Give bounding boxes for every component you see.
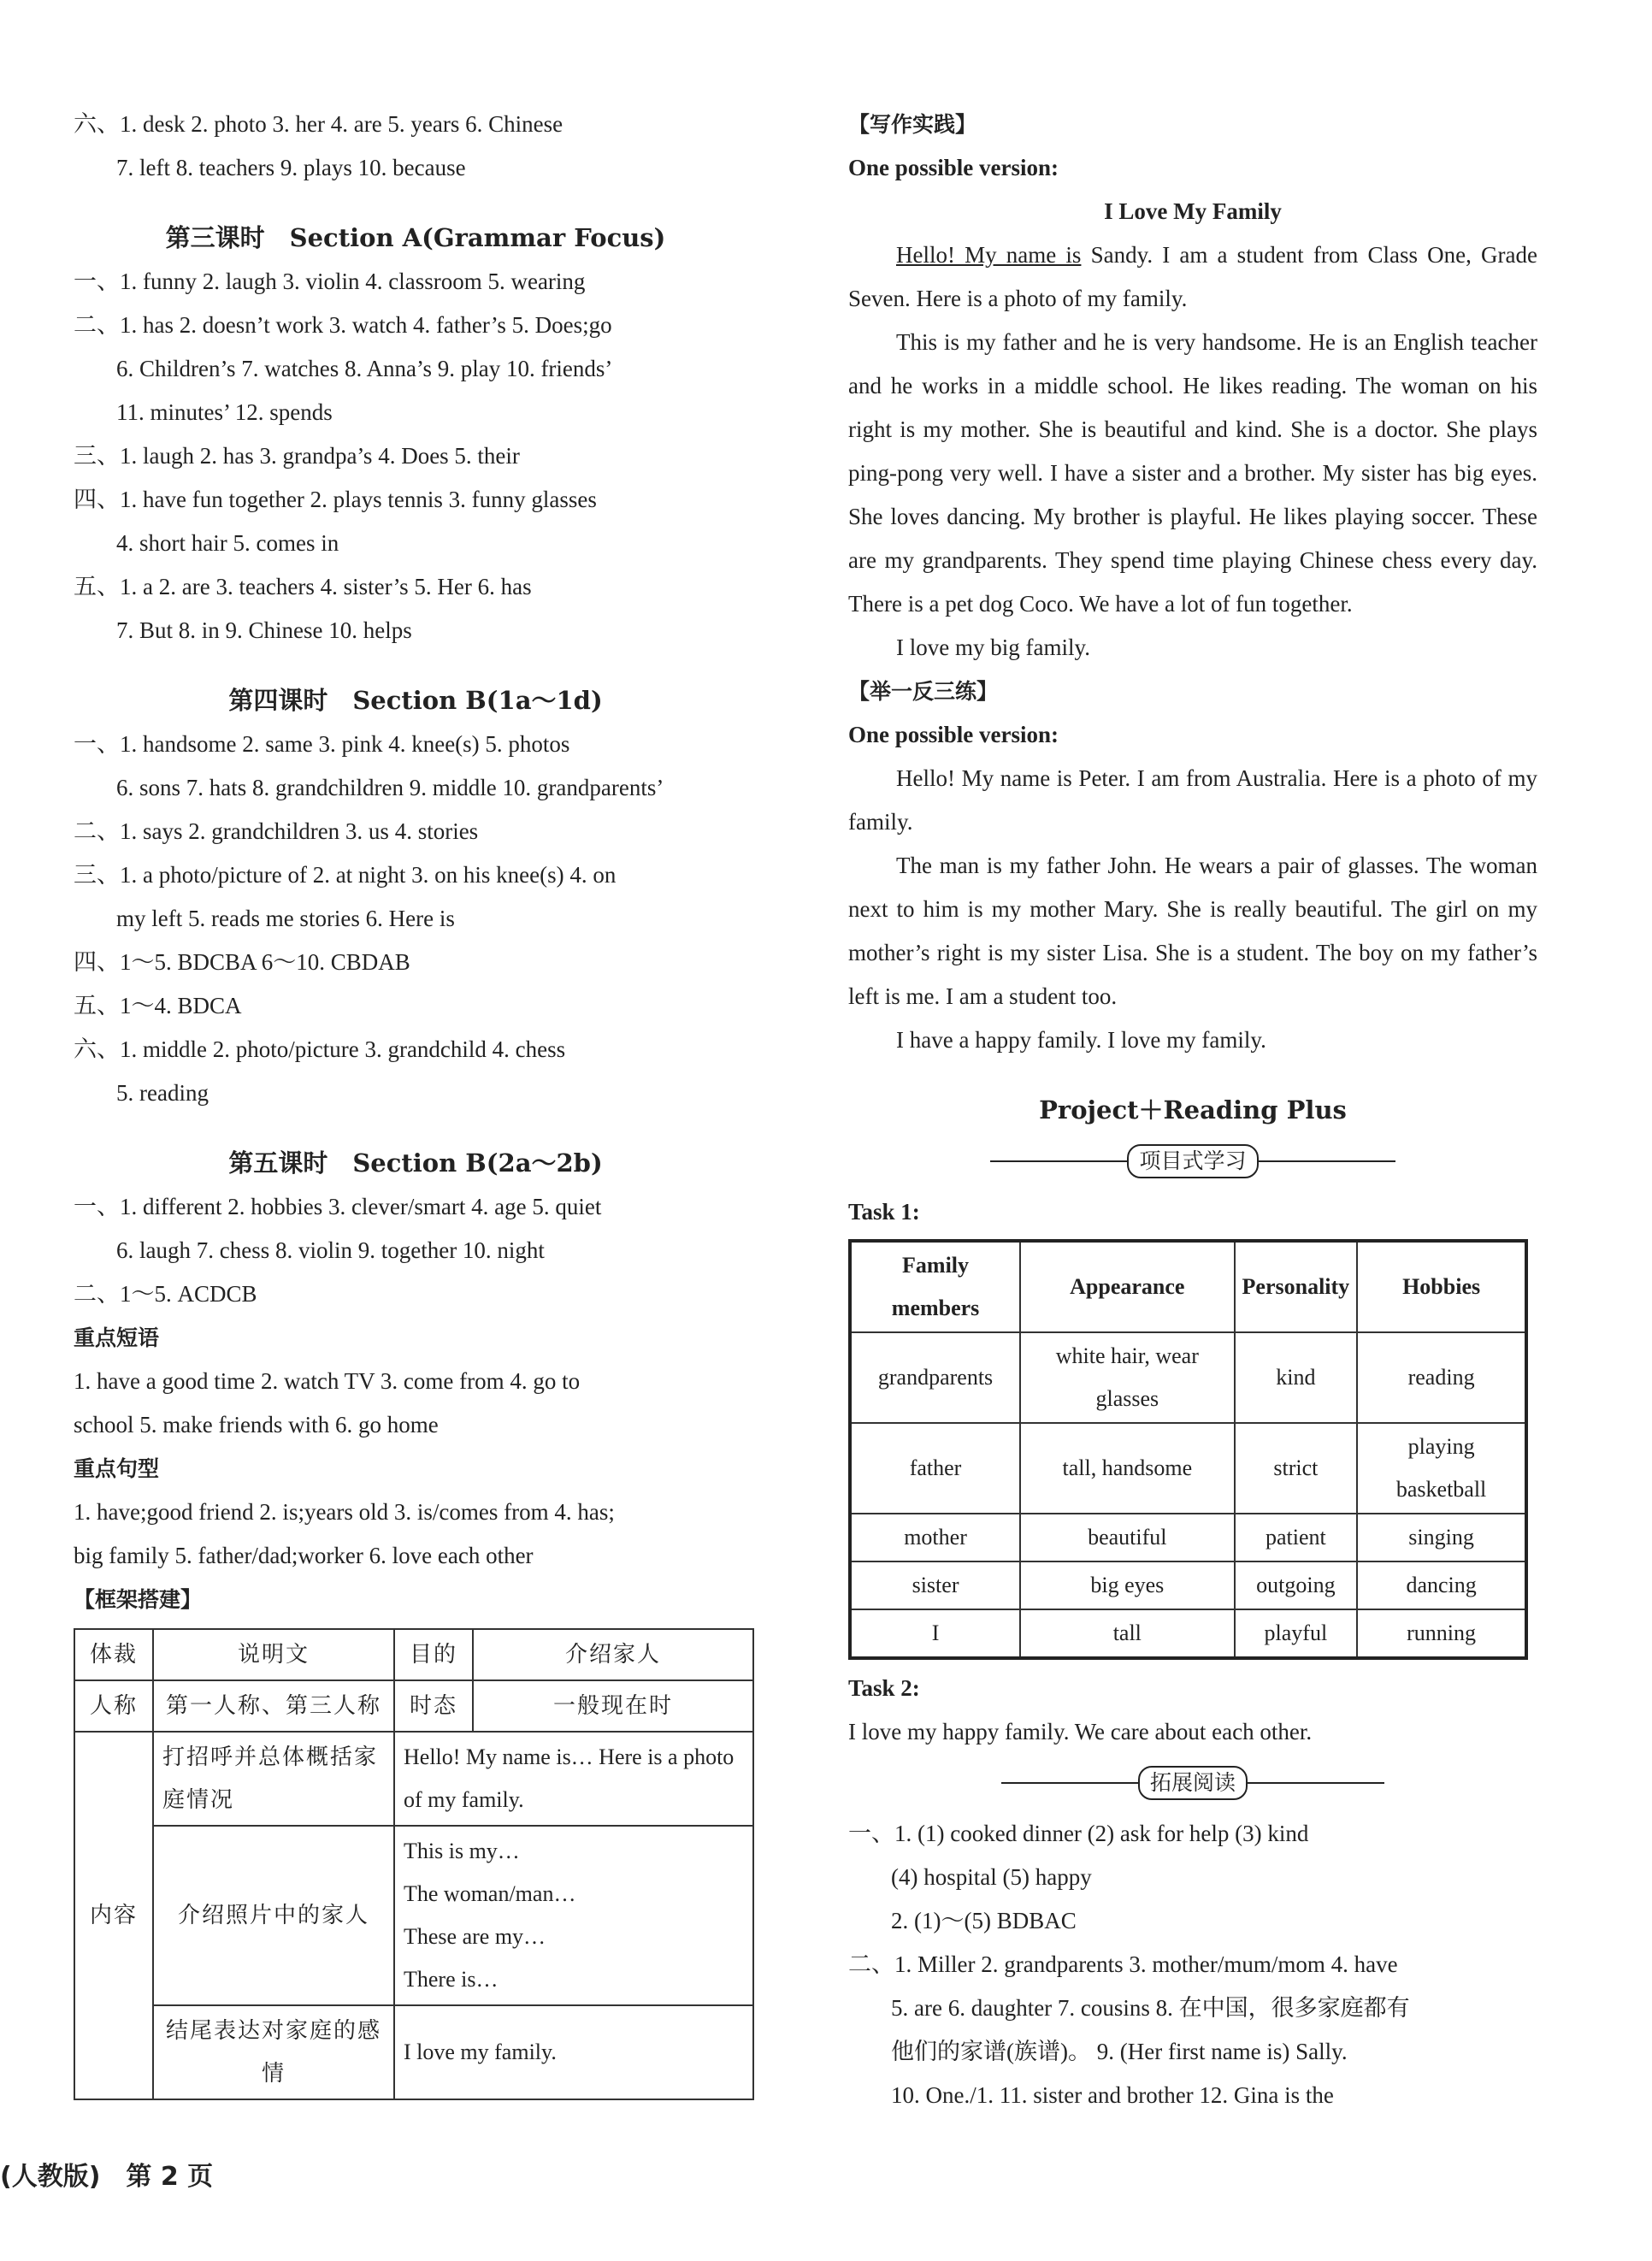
answer-line: 六、1. desk 2. photo 3. her 4. are 5. years 6. Chinese [74, 111, 563, 137]
table-cell: playful [1235, 1609, 1358, 1658]
table-cell: 体裁 [74, 1629, 153, 1680]
framework-line: There is… [404, 1967, 499, 1992]
table-row [850, 1609, 1526, 1658]
table-cell: 结尾表达对家庭的感情 [153, 2005, 394, 2099]
table-cell: 人称 [74, 1680, 153, 1732]
writing-heading: 【写作实践】 [848, 112, 977, 137]
table-cell: playing basketball [1357, 1423, 1526, 1514]
table-cell: Hello! My name is… Here is a photo of my family. [394, 1732, 753, 1826]
answer-line: my left 5. reads me stories 6. Here is [116, 906, 455, 931]
table-header: Personality [1235, 1241, 1358, 1332]
essay-text: Sandy. I am a student from Class One, Grade Seven. Here is a photo of my family. [848, 242, 1537, 311]
answer-line: big family 5. father/dad;worker 6. love each other [74, 1543, 534, 1568]
table-cell: outgoing [1235, 1561, 1358, 1609]
banner-label: 拓展阅读 [1138, 1766, 1248, 1800]
table-cell: father [850, 1423, 1020, 1514]
table-cell: sister [850, 1561, 1020, 1609]
table-cell: singing [1357, 1514, 1526, 1561]
table-row [74, 2005, 753, 2099]
project-banner [848, 1144, 1537, 1178]
essay-title: I Love My Family [1104, 198, 1282, 224]
answer-line: 10. One./1. 11. sister and brother 12. Gina is the [891, 2082, 1334, 2108]
answer-line: 7. But 8. in 9. Chinese 10. helps [116, 617, 412, 643]
table-cell: 介绍家人 [473, 1629, 753, 1680]
table-row [74, 1629, 753, 1680]
table-cell: 一般现在时 [473, 1680, 753, 1732]
table-row [850, 1423, 1526, 1514]
answer-line: 6. laugh 7. chess 8. violin 9. together 10. night [116, 1237, 545, 1263]
divider [1001, 1782, 1138, 1784]
essay-paragraph: Hello! My name is Peter. I am from Australia. Here is a photo of my family. [848, 765, 1537, 835]
answer-line: 7. left 8. teachers 9. plays 10. because [116, 155, 466, 180]
framework-line: These are my… [404, 1924, 546, 1949]
answer-line: 6. sons 7. hats 8. grandchildren 9. middle 10. grandparents’ [116, 775, 664, 800]
essay-paragraph [848, 233, 1537, 321]
answer-line: 4. short hair 5. comes in [116, 530, 339, 556]
key-phrases-heading: 重点短语 [74, 1325, 160, 1350]
table-header: Hobbies [1357, 1241, 1526, 1332]
lesson4-title: 第四课时 Section B(1a～1d) [228, 686, 603, 715]
table-cell: 时态 [394, 1680, 473, 1732]
version-label: One possible version: [848, 155, 1059, 180]
underlined-phrase: Hello! My name is [896, 242, 1082, 268]
table-cell: tall, handsome [1020, 1423, 1234, 1514]
divider [1259, 1160, 1395, 1162]
answer-line: 二、1. Miller 2. grandparents 3. mother/mum/mom 4. have [848, 1951, 1398, 1977]
answer-line: 一、1. different 2. hobbies 3. clever/smart 4. age 5. quiet [74, 1194, 602, 1219]
table-cell: tall [1020, 1609, 1234, 1658]
table-row [850, 1561, 1526, 1609]
table-row [74, 1826, 753, 2005]
answer-line: 五、1. a 2. are 3. teachers 4. sister’s 5. Her 6. has [74, 574, 532, 599]
answer-line: 三、1. laugh 2. has 3. grandpa’s 4. Does 5. their [74, 443, 520, 469]
framework-table [74, 1628, 754, 2100]
table-cell: white hair, wear glasses [1020, 1332, 1234, 1423]
task-table [848, 1239, 1528, 1660]
answer-line: 一、1. (1) cooked dinner (2) ask for help (3) kind [848, 1821, 1309, 1846]
answer-line: 一、1. funny 2. laugh 3. violin 4. classroom 5. wearing [74, 269, 586, 294]
page-footer: (人教版) 第 2 页 [0, 2162, 214, 2192]
table-cell: dancing [1357, 1561, 1526, 1609]
answer-line: 6. Children’s 7. watches 8. Anna’s 9. play 10. friends’ [116, 356, 613, 381]
answer-line: 六、1. middle 2. photo/picture 3. grandchild 4. chess [74, 1036, 566, 1062]
table-cell: strict [1235, 1423, 1358, 1514]
framework-line: This is my… [404, 1839, 520, 1863]
answer-line: 一、1. handsome 2. same 3. pink 4. knee(s) 5. photos [74, 731, 570, 757]
table-cell: 第一人称、第三人称 [153, 1680, 394, 1732]
answer-line: 5. reading [116, 1080, 209, 1106]
essay-paragraph: This is my father and he is very handsome. He is an English teacher and he works in a middle school. He likes reading. The woman on his right is my mother. She is beautiful and kind. She is a doctor. She plays ping-pong very well. I have a sister and a brother. My sister has big eyes. She loves dancing. My brother is playful. He likes playing soccer. These are my grandparents. They spend time playing Chinese chess every day. There is a pet dog Coco. We have a lot of fun together. [848, 329, 1537, 617]
table-row [74, 1732, 753, 1826]
framework-line: The woman/man… [404, 1881, 576, 1906]
banner-label: 项目式学习 [1127, 1144, 1258, 1178]
answer-line: 四、1. have fun together 2. plays tennis 3. funny glasses [74, 487, 597, 512]
table-cell: 打招呼并总体概括家庭情况 [153, 1732, 394, 1826]
task2-label: Task 2: [848, 1675, 920, 1701]
project-title: Project＋Reading Plus [1039, 1095, 1347, 1125]
table-cell: beautiful [1020, 1514, 1234, 1561]
table-cell: I [850, 1609, 1020, 1658]
left-column [74, 103, 758, 2100]
table-cell: 目的 [394, 1629, 473, 1680]
answer-line: 五、1～4. BDCA [74, 993, 242, 1018]
right-column [848, 103, 1537, 2117]
table-row [74, 1680, 753, 1732]
version-label: One possible version: [848, 722, 1059, 747]
reading-banner [848, 1766, 1537, 1800]
divider [990, 1160, 1127, 1162]
essay-paragraph: The man is my father John. He wears a pair of glasses. The woman next to him is my mother Mary. She is really beautiful. The girl on my mother’s right is my sister Lisa. She is a student. The boy on my father’s left is me. I am a student too. [848, 853, 1537, 1009]
table-cell: big eyes [1020, 1561, 1234, 1609]
lesson3-title: 第三课时 Section A(Grammar Focus) [165, 223, 666, 252]
table-cell: 介绍照片中的家人 [153, 1826, 394, 2005]
task1-label: Task 1: [848, 1199, 920, 1225]
table-cell: reading [1357, 1332, 1526, 1423]
answer-line: 二、1～5. ACDCB [74, 1281, 257, 1307]
answer-line: (4) hospital (5) happy [891, 1864, 1092, 1890]
answer-line: 三、1. a photo/picture of 2. at night 3. on his knee(s) 4. on [74, 862, 617, 888]
answer-line: 2. (1)～(5) BDBAC [891, 1908, 1077, 1933]
key-sentences-heading: 重点句型 [74, 1456, 160, 1481]
table-cell: mother [850, 1514, 1020, 1561]
answer-line: 5. are 6. daughter 7. cousins 8. 在中国，很多家庭都有 [891, 1995, 1410, 2021]
lesson5-title: 第五课时 Section B(2a～2b) [228, 1148, 603, 1178]
table-cell [394, 1826, 753, 2005]
table-cell: 内容 [74, 1732, 153, 2099]
practice-heading: 【举一反三练】 [848, 679, 999, 704]
divider [1248, 1782, 1384, 1784]
answer-line: 他们的家谱(族谱)。 9. (Her first name is) Sally. [891, 2039, 1348, 2064]
essay-paragraph: I have a happy family. I love my family. [896, 1027, 1266, 1053]
answer-line: 1. have a good time 2. watch TV 3. come from 4. go to [74, 1368, 581, 1394]
answer-line: 11. minutes’ 12. spends [116, 399, 333, 425]
table-cell: kind [1235, 1332, 1358, 1423]
table-row [850, 1332, 1526, 1423]
answer-line: 二、1. has 2. doesn’t work 3. watch 4. father’s 5. Does;go [74, 312, 612, 338]
answer-line: school 5. make friends with 6. go home [74, 1412, 439, 1437]
essay-paragraph: I love my big family. [896, 635, 1090, 660]
table-cell: patient [1235, 1514, 1358, 1561]
table-cell: 说明文 [153, 1629, 394, 1680]
table-cell: running [1357, 1609, 1526, 1658]
framework-heading: 【框架搭建】 [74, 1587, 203, 1612]
table-cell: grandparents [850, 1332, 1020, 1423]
task2-text: I love my happy family. We care about each other. [848, 1719, 1313, 1744]
answer-line: 1. have;good friend 2. is;years old 3. is/comes from 4. has; [74, 1499, 615, 1525]
answer-line: 四、1～5. BDCBA 6～10. CBDAB [74, 949, 410, 975]
table-cell: I love my family. [394, 2005, 753, 2099]
table-row [850, 1514, 1526, 1561]
table-header-row [850, 1241, 1526, 1332]
table-header: Appearance [1020, 1241, 1234, 1332]
answer-line: 二、1. says 2. grandchildren 3. us 4. stories [74, 818, 479, 844]
table-header: Family members [850, 1241, 1020, 1332]
